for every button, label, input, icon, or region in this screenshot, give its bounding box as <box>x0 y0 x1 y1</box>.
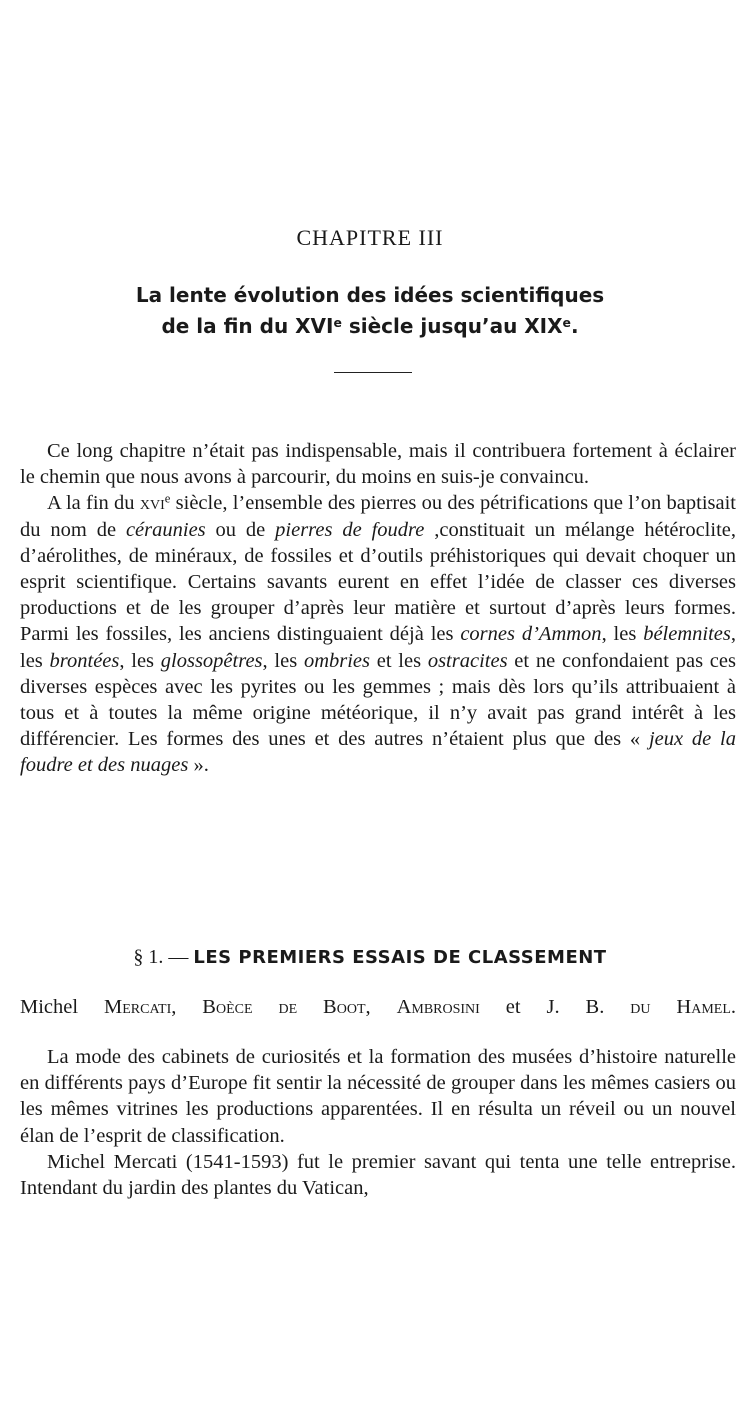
italic-term: glossopêtres <box>160 649 263 672</box>
section-1-text <box>20 1044 736 1201</box>
section-heading <box>0 946 740 969</box>
italic-term: pierres de foudre <box>275 518 425 541</box>
text-run: ou de <box>205 518 276 541</box>
intro-text <box>20 438 736 779</box>
text-run: ,constituait un mélange hétéroclite, d’aérolithes, de minéraux, de fossiles et d’outils préhistoriques qui devait choquer un esprit scientifique. Certains savants eurent en effet l’idée de classer ces diverses productions et de les grouper d’après leur matière et surtout d’après leurs formes. Parmi les fossiles, les anciens distinguaient déjà les <box>20 518 736 646</box>
title-text: de la fin du XVI <box>161 314 334 338</box>
century-numeral: xvi <box>139 492 165 515</box>
text-run: et J. B. <box>479 996 631 1018</box>
section-title: LES PREMIERS ESSAIS DE CLASSEMENT <box>193 947 607 968</box>
text-run: , les <box>119 649 161 672</box>
author-name: Mercati <box>104 996 172 1018</box>
italic-term: ostracites <box>427 649 508 672</box>
chapter-title-line-2 <box>60 311 680 342</box>
title-superscript: e <box>562 314 571 330</box>
italic-term: céraunies <box>125 518 206 541</box>
italic-term: ombries <box>303 649 370 672</box>
section-paragraph-1: La mode des cabinets de curiosités et la formation des musées d’histoire naturelle en différents pays d’Europe fit sentir la nécessité de grouper dans les mêmes casiers ou les mêmes vitrines les productions apparentées. Il en résulta un réveil ou un nouvel élan de l’esprit de classification. <box>20 1046 736 1147</box>
text-run: ». <box>188 754 209 777</box>
text-run: et ne confondaient pas ces diverses espèces avec les pyrites ou les gemmes ; mais dès lors qu’ils attribuaient à tous et à toutes la même origine météorique, il n’y avait pas grand intérêt à les différencier. Les formes des unes et des autres n’étaient plus que des « <box>20 649 736 751</box>
author-name: Ambrosini <box>396 996 480 1018</box>
chapter-title <box>60 280 680 342</box>
author-name: du Hamel <box>630 996 731 1018</box>
title-text: siècle jusqu’au XIX <box>341 314 563 338</box>
text-run: , <box>365 996 397 1018</box>
text-run: . <box>730 996 736 1018</box>
title-superscript: e <box>333 314 342 330</box>
intro-paragraph-1: Ce long chapitre n’était pas indispensable, mais il contribuera fortement à éclairer le chemin que nous avons à parcourir, du moins en suis-je convaincu. <box>20 440 736 489</box>
title-divider-rule <box>334 372 412 373</box>
text-run: siècle, l’ensemble des pierres ou des pétrifications que l’on baptisait du nom de <box>20 492 736 541</box>
superscript: e <box>164 492 171 507</box>
intro-paragraph-2 <box>20 490 736 778</box>
section-number: § 1. — <box>133 946 194 968</box>
text-run: et les <box>370 649 428 672</box>
section-names-line <box>20 996 736 1019</box>
text-run: , <box>171 996 203 1018</box>
italic-quote: jeux de la foudre et des nuages <box>20 728 736 777</box>
text-run: , les <box>20 623 736 672</box>
text-run: , les <box>262 649 304 672</box>
title-text: . <box>570 314 579 338</box>
author-name: Boèce de Boot <box>202 996 366 1018</box>
text-run: A la fin du <box>47 492 140 515</box>
section-paragraph-2: Michel Mercati (1541-1593) fut le premier savant qui tenta une telle entreprise. Intendant du jardin des plantes du Vatican, <box>20 1150 736 1200</box>
italic-term: bélemnites <box>643 623 731 646</box>
text-run: Michel <box>20 996 104 1018</box>
chapter-title-line-1: La lente évolution des idées scientifiques <box>135 283 605 307</box>
chapter-label: CHAPITRE III <box>296 225 444 250</box>
text-run: , les <box>601 623 644 646</box>
italic-term: cornes d’Ammon <box>460 623 602 646</box>
italic-term: brontées <box>49 649 120 672</box>
